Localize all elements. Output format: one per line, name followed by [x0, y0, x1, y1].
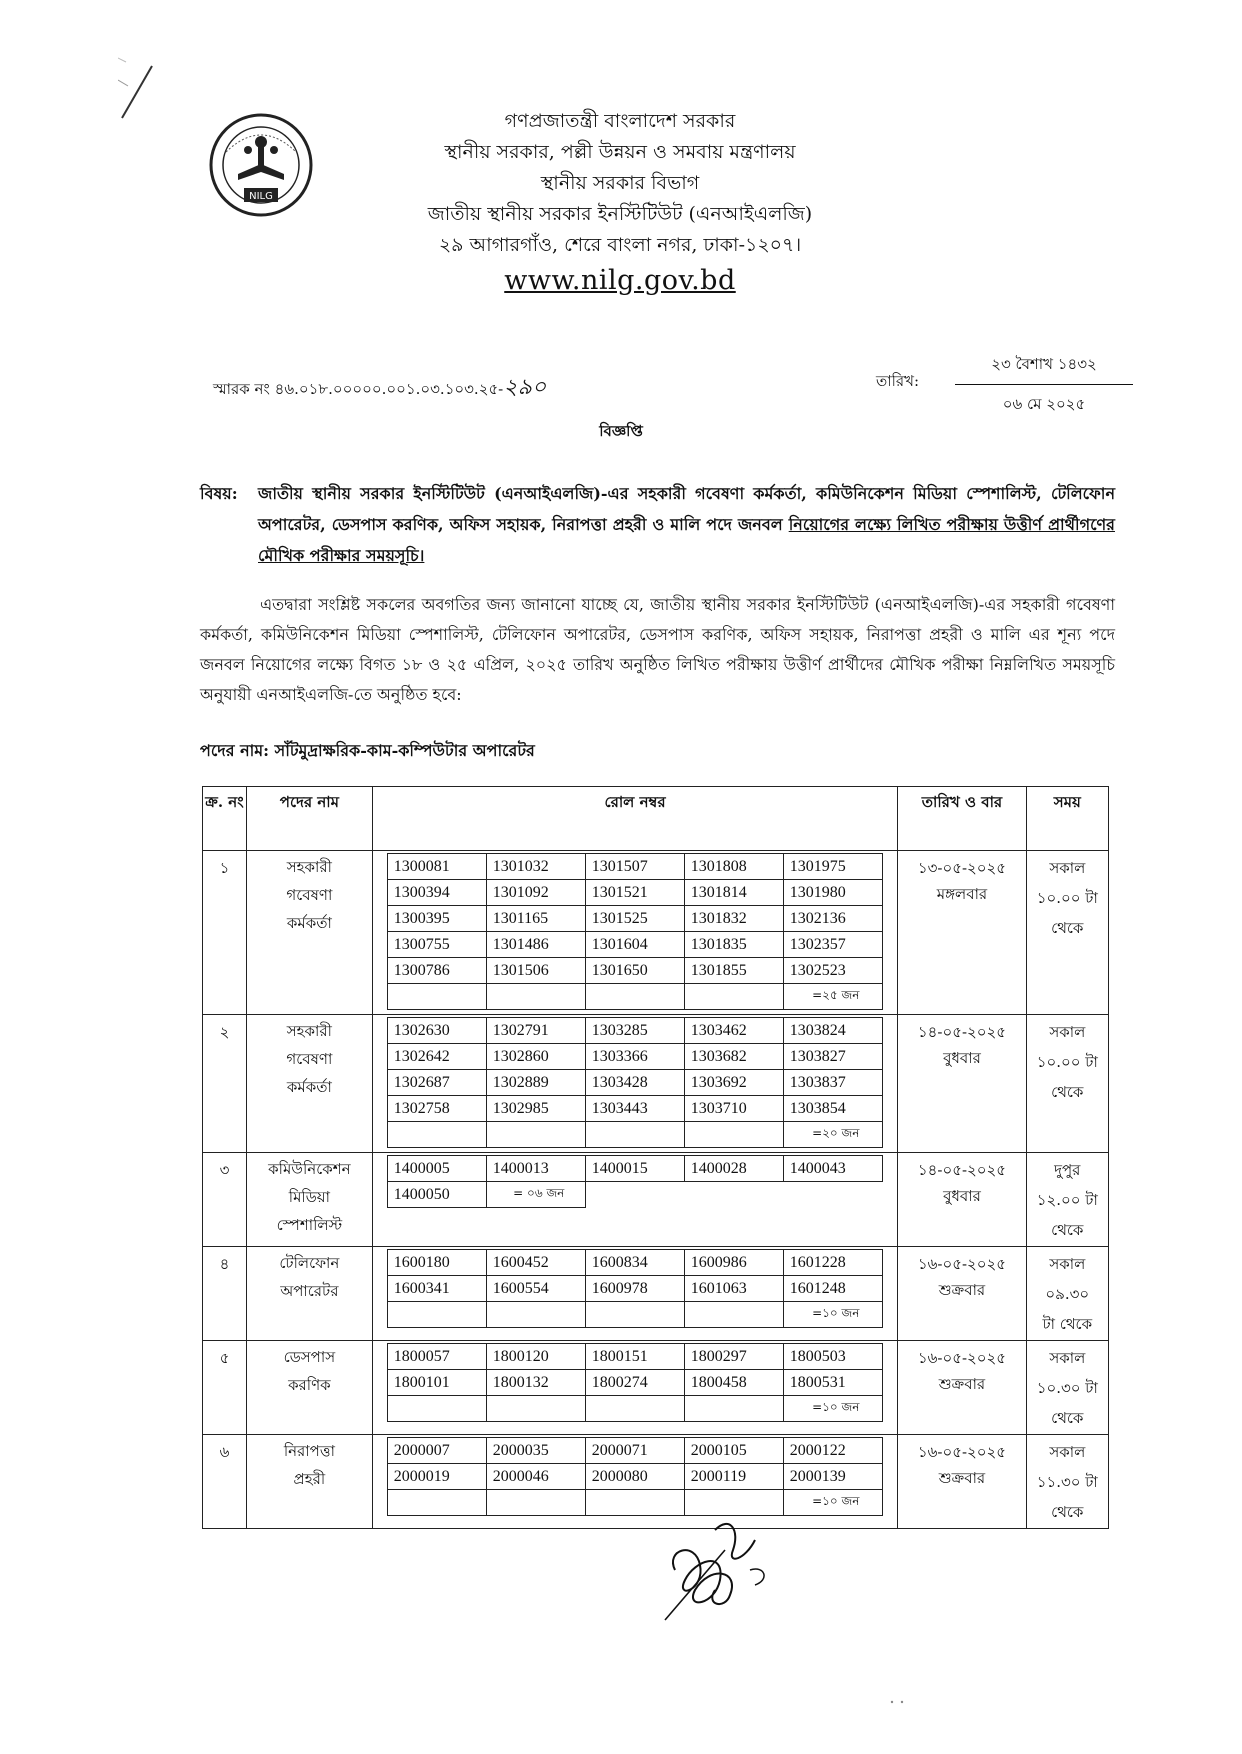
time-cell	[1026, 1341, 1108, 1435]
roll-grid	[387, 853, 883, 1010]
roll-number	[486, 1302, 585, 1328]
post-cell	[246, 1247, 372, 1341]
roll-grid	[387, 1155, 883, 1208]
date-cell	[898, 1153, 1026, 1247]
roll-number: 1303428	[585, 1070, 684, 1096]
roll-number: 1300081	[387, 854, 486, 880]
post-cell	[246, 1153, 372, 1247]
date-cell	[898, 1015, 1026, 1153]
roll-number	[486, 984, 585, 1010]
subject-text-part2: নিয়োগের লক্ষ্যে লিখিত পরীক্ষায় উত্তীর্ণ প্রার্থীগণের মৌখিক পরীক্ষার সময়সূচি।	[258, 515, 1115, 565]
roll-row	[387, 1344, 882, 1370]
roll-row	[387, 1490, 882, 1516]
roll-number: 1301165	[486, 906, 585, 932]
header-post: পদের নাম	[246, 787, 372, 851]
pen-mark-icon	[118, 52, 158, 122]
roll-number: 1301507	[585, 854, 684, 880]
roll-number: 1301486	[486, 932, 585, 958]
roll-number: 1300395	[387, 906, 486, 932]
post-name-line: গবেষণা	[286, 886, 333, 904]
post-name-line: করণিক	[288, 1376, 331, 1394]
roll-row	[387, 1096, 882, 1122]
date-bangla: ২৩ বৈশাখ ১৪৩২	[955, 353, 1133, 385]
roll-number	[684, 984, 783, 1010]
post-name-line: অপারেটর	[280, 1282, 339, 1300]
roll-number: 1601228	[783, 1250, 882, 1276]
roll-number: 1302758	[387, 1096, 486, 1122]
roll-number: 1303824	[783, 1018, 882, 1044]
roll-number: 1303837	[783, 1070, 882, 1096]
exam-time-line: সকাল	[1049, 859, 1086, 877]
roll-number: 2000035	[486, 1438, 585, 1464]
roll-row	[387, 958, 882, 984]
candidate-count: =১০ জন	[783, 1490, 882, 1516]
roll-row	[387, 1370, 882, 1396]
roll-number: 1301506	[486, 958, 585, 984]
roll-number: 1302642	[387, 1044, 486, 1070]
roll-number: 1800120	[486, 1344, 585, 1370]
header-serial: ক্র. নং	[203, 787, 247, 851]
roll-number	[684, 1302, 783, 1328]
roll-number: 1301604	[585, 932, 684, 958]
roll-row	[387, 880, 882, 906]
roll-number: 1400013	[486, 1156, 585, 1182]
exam-time-line: সকাল	[1049, 1443, 1086, 1461]
roll-number: 2000071	[585, 1438, 684, 1464]
exam-date: ১৬-০৫-২০২৫	[917, 1443, 1007, 1461]
roll-number	[585, 1302, 684, 1328]
post-name-line: প্রহরী	[293, 1470, 326, 1488]
roll-row	[387, 1122, 882, 1148]
roll-number: 1301855	[684, 958, 783, 984]
roll-number: 1600180	[387, 1250, 486, 1276]
roll-number: 1301980	[783, 880, 882, 906]
roll-number: 1800274	[585, 1370, 684, 1396]
schedule-header-row	[203, 787, 1109, 851]
roll-number: 1600341	[387, 1276, 486, 1302]
body-paragraph: এতদ্বারা সংশ্লিষ্ট সকলের অবগতির জন্য জানানো যাচ্ছে যে, জাতীয় স্থানীয় সরকার ইনস্টিটিউট (এনআইএলজি)-এর সহকারী গবেষণা কর্মকর্তা, কমিউনিকেশন মিডিয়া স্পেশালিস্ট, টেলিফোন অপারেটর, ডেসপাস করণিক, অফিস সহায়ক, নিরাপত্তা প্রহরী ও মালি এর শূন্য পদে জনবল নিয়োগের লক্ষ্যে বিগত ১৮ ও ২৫ এপ্রিল, ২০২৫ তারিখ অনুষ্ঠিত লিখিত পরীক্ষায় উত্তীর্ণ প্রার্থীদের মৌখিক পরীক্ষা নিম্নলিখিত সময়সূচি অনুযায়ী এনআইএলজি-তে অনুষ্ঠিত হবে:	[200, 595, 1115, 704]
roll-number: 2000139	[783, 1464, 882, 1490]
roll-number: 1301650	[585, 958, 684, 984]
roll-cell	[372, 1015, 898, 1153]
roll-row	[387, 1302, 882, 1328]
schedule-row	[203, 1341, 1109, 1435]
post-name-line: টেলিফোন	[279, 1254, 340, 1272]
roll-number	[387, 1396, 486, 1422]
candidate-count: =১০ জন	[783, 1302, 882, 1328]
exam-time-line: ১০.০০ টা	[1036, 1053, 1098, 1071]
roll-number: 1601063	[684, 1276, 783, 1302]
roll-number: 2000119	[684, 1464, 783, 1490]
roll-row	[387, 1250, 882, 1276]
serial-cell: ৩	[203, 1153, 247, 1247]
roll-number: 2000019	[387, 1464, 486, 1490]
roll-row	[387, 906, 882, 932]
letterhead	[340, 106, 900, 296]
roll-number: 1302860	[486, 1044, 585, 1070]
roll-row	[387, 1182, 882, 1208]
exam-time-line: সকাল	[1049, 1349, 1086, 1367]
roll-number: 1302630	[387, 1018, 486, 1044]
roll-number: 1800503	[783, 1344, 882, 1370]
roll-number: 1303285	[585, 1018, 684, 1044]
memo-ref-number: স্মারক নং ৪৬.০১৮.০০০০০.০০১.০৩.১০৩.২৫-	[213, 380, 504, 398]
date-cell	[898, 1435, 1026, 1529]
header-time: সময়	[1026, 787, 1108, 851]
roll-number: 2000105	[684, 1438, 783, 1464]
roll-number: 2000046	[486, 1464, 585, 1490]
candidate-count: =১০ জন	[783, 1396, 882, 1422]
roll-row	[387, 1018, 882, 1044]
candidate-count: =২০ জন	[783, 1122, 882, 1148]
exam-time-line: দুপুর	[1054, 1161, 1081, 1179]
exam-time-line: থেকে	[1051, 1503, 1084, 1521]
roll-number: 1600986	[684, 1250, 783, 1276]
roll-number: 1400005	[387, 1156, 486, 1182]
roll-number	[684, 1122, 783, 1148]
roll-number: 1600978	[585, 1276, 684, 1302]
roll-number: 1800458	[684, 1370, 783, 1396]
roll-number: 1400050	[387, 1182, 486, 1208]
roll-number: 1601248	[783, 1276, 882, 1302]
roll-grid	[387, 1249, 883, 1328]
ministry-name: স্থানীয় সরকার, পল্লী উন্নয়ন ও সমবায় মন্ত্রণালয়	[444, 141, 796, 163]
exam-time-line: ১২.০০ টা	[1036, 1191, 1098, 1209]
exam-date: ১৩-০৫-২০২৫	[917, 859, 1007, 877]
roll-number	[684, 1396, 783, 1422]
roll-number: 1303682	[684, 1044, 783, 1070]
roll-number: 1800531	[783, 1370, 882, 1396]
roll-number: 1302889	[486, 1070, 585, 1096]
post-name-line: স্পেশালিস্ট	[276, 1216, 343, 1234]
exam-day: শুক্রবার	[938, 1375, 986, 1393]
subject-text-part1: জাতীয় স্থানীয় সরকার ইনস্টিটিউট (এনআইএলজি)-এর সহকারী গবেষণা কর্মকর্তা, কমিউনিকেশন মিডিয়া স্পেশালিস্ট, টেলিফোন অপারেটর, ডেসপাস করণিক, অফিস সহায়ক, নিরাপত্তা প্রহরী ও মালি পদে জনবল	[258, 484, 1115, 534]
candidate-count: =২৫ জন	[783, 984, 882, 1010]
roll-number: 1800101	[387, 1370, 486, 1396]
post-cell	[246, 851, 372, 1015]
roll-grid	[387, 1017, 883, 1148]
roll-number: 1301814	[684, 880, 783, 906]
schedule-table	[202, 786, 1109, 1529]
exam-time-line: ১০.৩০ টা	[1036, 1379, 1098, 1397]
schedule-row	[203, 851, 1109, 1015]
roll-number: 1300394	[387, 880, 486, 906]
institute-address: ২৯ আগারগাঁও, শেরে বাংলা নগর, ঢাকা-১২০৭।	[438, 234, 802, 256]
roll-row	[387, 1396, 882, 1422]
website-link[interactable]: www.nilg.gov.bd	[504, 265, 736, 296]
header-date: তারিখ ও বার	[898, 787, 1026, 851]
exam-day: বুধবার	[943, 1187, 981, 1205]
post-cell	[246, 1341, 372, 1435]
time-cell	[1026, 851, 1108, 1015]
date-cell	[898, 851, 1026, 1015]
roll-number: 1303710	[684, 1096, 783, 1122]
time-cell	[1026, 1435, 1108, 1529]
govt-name: গণপ্রজাতন্ত্রী বাংলাদেশ সরকার	[504, 110, 736, 132]
exam-day: শুক্রবার	[938, 1281, 986, 1299]
post-cell	[246, 1435, 372, 1529]
roll-number	[585, 1122, 684, 1148]
roll-number: 1301521	[585, 880, 684, 906]
roll-number: 1400028	[684, 1156, 783, 1182]
roll-number	[486, 1396, 585, 1422]
roll-row	[387, 854, 882, 880]
roll-number: 1303462	[684, 1018, 783, 1044]
institute-name: জাতীয় স্থানীয় সরকার ইনস্টিটিউট (এনআইএলজি)	[427, 203, 813, 225]
subject-label: বিষয়:	[200, 484, 238, 503]
serial-cell: ৫	[203, 1341, 247, 1435]
roll-row	[387, 1464, 882, 1490]
exam-time-line: টা থেকে	[1042, 1315, 1093, 1333]
serial-cell: ১	[203, 851, 247, 1015]
roll-number: 2000122	[783, 1438, 882, 1464]
exam-time-line: সকাল	[1049, 1255, 1086, 1273]
date-cell	[898, 1341, 1026, 1435]
roll-number: 1301092	[486, 880, 585, 906]
exam-time-line: সকাল	[1049, 1023, 1086, 1041]
memo-reference	[213, 370, 546, 407]
notice-title: বিজ্ঞপ্তি	[599, 422, 643, 440]
post-cell	[246, 1015, 372, 1153]
exam-date: ১৬-০৫-২০২৫	[917, 1255, 1007, 1273]
post-name-line: ডেসপাস	[283, 1348, 336, 1366]
post-name-line: গবেষণা	[286, 1050, 333, 1068]
roll-number	[486, 1122, 585, 1148]
time-cell	[1026, 1153, 1108, 1247]
roll-number: 1302523	[783, 958, 882, 984]
roll-number: 1300786	[387, 958, 486, 984]
roll-number: 1301835	[684, 932, 783, 958]
exam-date: ১৪-০৫-২০২৫	[917, 1023, 1007, 1041]
schedule-row	[203, 1015, 1109, 1153]
roll-number: 1302357	[783, 932, 882, 958]
roll-number	[585, 984, 684, 1010]
roll-row	[387, 1276, 882, 1302]
roll-number	[387, 1302, 486, 1328]
roll-number: 1302791	[486, 1018, 585, 1044]
post-name-line: নিরাপত্তা	[283, 1442, 335, 1460]
roll-row	[387, 1156, 882, 1182]
exam-time-line: ১১.৩০ টা	[1036, 1473, 1098, 1491]
roll-number: 1600834	[585, 1250, 684, 1276]
exam-time-line: থেকে	[1051, 1409, 1084, 1427]
roll-row	[387, 984, 882, 1010]
roll-cell	[372, 1153, 898, 1247]
post-name-line: মিডিয়া	[288, 1188, 330, 1206]
exam-date: ১৪-০৫-২০২৫	[917, 1161, 1007, 1179]
post-name-line: কর্মকর্তা	[286, 1078, 332, 1096]
roll-grid	[387, 1343, 883, 1422]
roll-number: 1400015	[585, 1156, 684, 1182]
roll-number: 1302985	[486, 1096, 585, 1122]
roll-row	[387, 1070, 882, 1096]
exam-day: মঙ্গলবার	[936, 885, 988, 903]
date-label: তারিখ:	[876, 372, 920, 390]
roll-number: 1400043	[783, 1156, 882, 1182]
header-roll: রোল নম্বর	[372, 787, 898, 851]
exam-time-line: থেকে	[1051, 1221, 1084, 1239]
signature-icon	[655, 1510, 785, 1630]
roll-number: 1800297	[684, 1344, 783, 1370]
candidate-count: = ০৬ জন	[486, 1182, 585, 1208]
roll-number: 1600452	[486, 1250, 585, 1276]
exam-day: শুক্রবার	[938, 1469, 986, 1487]
exam-time-line: ১০.০০ টা	[1036, 889, 1098, 907]
roll-cell	[372, 851, 898, 1015]
roll-number: 1800132	[486, 1370, 585, 1396]
roll-number: 1600554	[486, 1276, 585, 1302]
schedule-row	[203, 1153, 1109, 1247]
roll-number	[486, 1490, 585, 1516]
roll-number: 1302136	[783, 906, 882, 932]
serial-cell: ৬	[203, 1435, 247, 1529]
roll-number: 1303366	[585, 1044, 684, 1070]
roll-number: 1300755	[387, 932, 486, 958]
roll-number: 1303692	[684, 1070, 783, 1096]
roll-row	[387, 1438, 882, 1464]
post-name-line: কমিউনিকেশন	[268, 1160, 351, 1178]
post-heading: পদের নাম: সাঁটমুদ্রাক্ষরিক-কাম-কম্পিউটার অপারেটর	[200, 741, 535, 760]
date-english: ০৬ মে ২০২৫	[1002, 395, 1086, 413]
roll-number: 1303443	[585, 1096, 684, 1122]
serial-cell: ৪	[203, 1247, 247, 1341]
exam-time-line: ০৯.৩০	[1045, 1285, 1090, 1303]
roll-number	[387, 1122, 486, 1148]
roll-row	[387, 932, 882, 958]
memo-handwritten-number: ২৯০	[503, 375, 547, 400]
date-cell	[898, 1247, 1026, 1341]
time-cell	[1026, 1015, 1108, 1153]
dots-mark-icon	[888, 1700, 908, 1704]
exam-time-line: থেকে	[1051, 919, 1084, 937]
subject-text	[258, 478, 1115, 571]
exam-day: বুধবার	[943, 1049, 981, 1067]
nilg-seal-icon	[208, 112, 314, 218]
roll-number: 2000007	[387, 1438, 486, 1464]
post-name-line: সহকারী	[286, 1022, 332, 1040]
exam-date: ১৬-০৫-২০২৫	[917, 1349, 1007, 1367]
roll-number: 1800151	[585, 1344, 684, 1370]
post-name-line: কর্মকর্তা	[286, 914, 332, 932]
roll-cell	[372, 1435, 898, 1529]
roll-number: 1301975	[783, 854, 882, 880]
roll-number: 1301032	[486, 854, 585, 880]
post-name-line: সহকারী	[286, 858, 332, 876]
roll-number: 1302687	[387, 1070, 486, 1096]
exam-time-line: থেকে	[1051, 1083, 1084, 1101]
roll-number	[585, 1396, 684, 1422]
roll-number: 2000080	[585, 1464, 684, 1490]
roll-cell	[372, 1247, 898, 1341]
roll-grid	[387, 1437, 883, 1516]
roll-number	[387, 984, 486, 1010]
roll-number	[387, 1490, 486, 1516]
roll-number: 1301808	[684, 854, 783, 880]
date-block	[955, 353, 1133, 418]
roll-number: 1303854	[783, 1096, 882, 1122]
roll-number: 1301832	[684, 906, 783, 932]
division-name: স্থানীয় সরকার বিভাগ	[540, 172, 700, 194]
roll-number: 1301525	[585, 906, 684, 932]
svg-text:NILG: NILG	[249, 191, 273, 202]
roll-number: 1303827	[783, 1044, 882, 1070]
roll-cell	[372, 1341, 898, 1435]
serial-cell: ২	[203, 1015, 247, 1153]
roll-number: 1800057	[387, 1344, 486, 1370]
schedule-row	[203, 1247, 1109, 1341]
roll-row	[387, 1044, 882, 1070]
time-cell	[1026, 1247, 1108, 1341]
